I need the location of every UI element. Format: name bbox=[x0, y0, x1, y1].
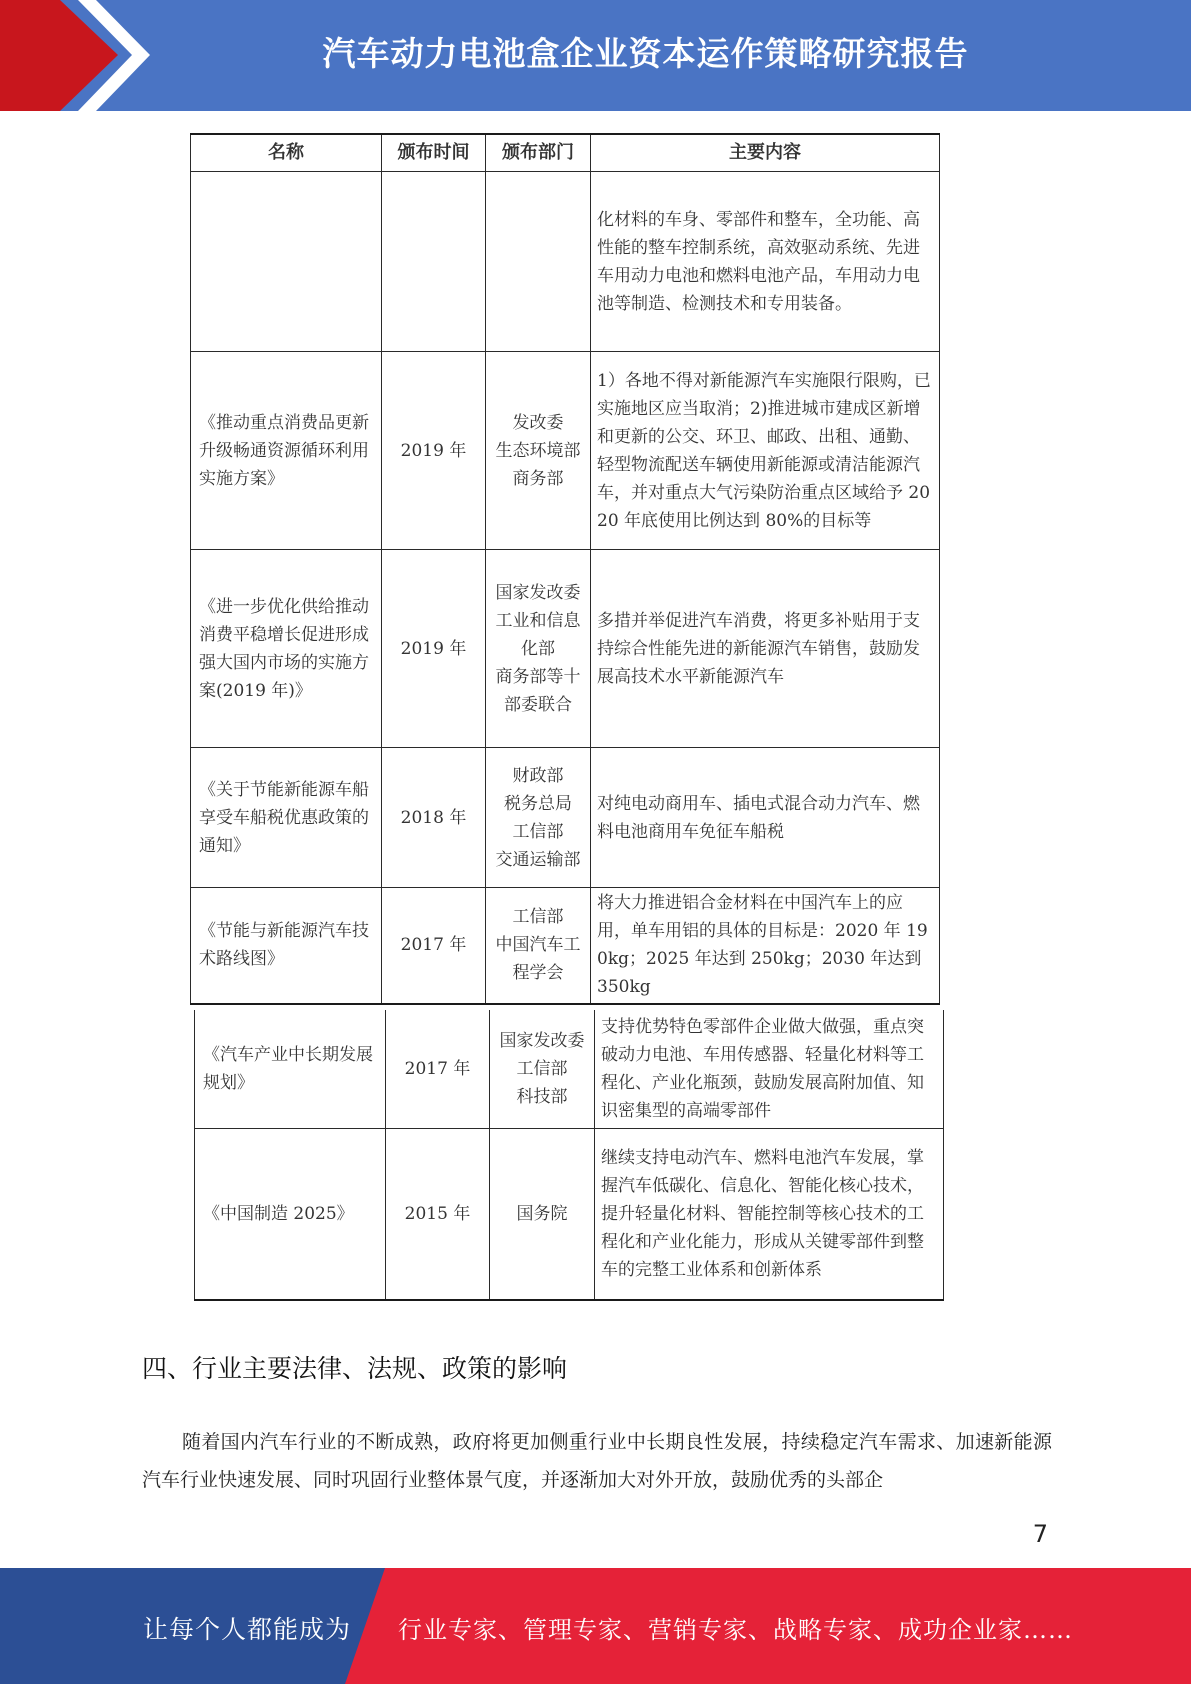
policy-date: 2018 年 bbox=[382, 748, 486, 888]
policy-dept: 发改委 生态环境部 商务部 bbox=[486, 352, 591, 550]
section-heading: 四、行业主要法律、法规、政策的影响 bbox=[142, 1354, 568, 1383]
policy-name: 《节能与新能源汽车技术路线图》 bbox=[191, 888, 382, 1004]
policy-dept: 国家发改委 工信部 科技部 bbox=[490, 1010, 595, 1128]
policy-dept: 国务院 bbox=[490, 1128, 595, 1300]
policy-table-part-1 bbox=[190, 133, 940, 1005]
page-number: 7 bbox=[1032, 1520, 1048, 1548]
footer-slogan-right: 行业专家、管理专家、营销专家、战略专家、成功企业家…… bbox=[398, 1616, 1073, 1644]
policy-name: 《汽车产业中长期发展规划》 bbox=[195, 1010, 386, 1128]
policy-dept: 工信部 中国汽车工程学会 bbox=[486, 888, 591, 1004]
footer-slogan-left: 让每个人都能成为 bbox=[143, 1615, 352, 1644]
table-row bbox=[191, 352, 940, 550]
column-header-dept: 颁布部门 bbox=[486, 134, 591, 172]
policy-content: 继续支持电动汽车、燃料电池汽车发展，掌握汽车低碳化、信息化、智能化核心技术，提升轻量化材料、智能控制等核心技术的工程化和产业化能力，形成从关键零部件到整车的完整工业体系和创新体系 bbox=[595, 1128, 944, 1300]
table-row bbox=[195, 1010, 944, 1128]
policy-name: 《进一步优化供给推动消费平稳增长促进形成强大国内市场的实施方案(2019 年)》 bbox=[191, 550, 382, 748]
policy-content: 1）各地不得对新能源汽车实施限行限购，已实施地区应当取消；2)推进城市建成区新增和更新的公交、环卫、邮政、出租、通勤、轻型物流配送车辆使用新能源或清洁能源汽车，并对重点大气污染防治重点区域给予 2020 年底使用比例达到 80%的目标等 bbox=[591, 352, 940, 550]
policy-name bbox=[191, 172, 382, 352]
policy-date: 2019 年 bbox=[382, 352, 486, 550]
report-title: 汽车动力电池盒企业资本运作策略研究报告 bbox=[322, 34, 969, 73]
table-row bbox=[191, 550, 940, 748]
table-row bbox=[195, 1128, 944, 1300]
body-paragraph: 随着国内汽车行业的不断成熟，政府将更加侧重行业中长期良性发展，持续稳定汽车需求、加速新能源汽车行业快速发展、同时巩固行业整体景气度，并逐渐加大对外开放，鼓励优秀的头部企 bbox=[142, 1431, 1052, 1491]
column-header-date: 颁布时间 bbox=[382, 134, 486, 172]
policy-name: 《关于节能新能源车船享受车船税优惠政策的通知》 bbox=[191, 748, 382, 888]
policy-content: 支持优势特色零部件企业做大做强，重点突破动力电池、车用传感器、轻量化材料等工程化、产业化瓶颈，鼓励发展高附加值、知识密集型的高端零部件 bbox=[595, 1010, 944, 1128]
policy-content: 多措并举促进汽车消费，将更多补贴用于支持综合性能先进的新能源汽车销售，鼓励发展高技术水平新能源汽车 bbox=[591, 550, 940, 748]
policy-date: 2017 年 bbox=[386, 1010, 490, 1128]
column-header-name: 名称 bbox=[191, 134, 382, 172]
policy-table-part-2 bbox=[194, 1010, 944, 1301]
policy-dept: 财政部 税务总局 工信部 交通运输部 bbox=[486, 748, 591, 888]
policy-date bbox=[382, 172, 486, 352]
policy-content: 对纯电动商用车、插电式混合动力汽车、燃料电池商用车免征车船税 bbox=[591, 748, 940, 888]
column-header-content: 主要内容 bbox=[591, 134, 940, 172]
table-header-row bbox=[191, 134, 940, 172]
table-row bbox=[191, 888, 940, 1004]
policy-name: 《中国制造 2025》 bbox=[195, 1128, 386, 1300]
policy-date: 2017 年 bbox=[382, 888, 486, 1004]
table-row bbox=[191, 172, 940, 352]
policy-name: 《推动重点消费品更新升级畅通资源循环利用实施方案》 bbox=[191, 352, 382, 550]
table-row bbox=[191, 748, 940, 888]
header-arrow-decoration bbox=[0, 0, 160, 111]
policy-dept bbox=[486, 172, 591, 352]
policy-content: 化材料的车身、零部件和整车，全功能、高性能的整车控制系统，高效驱动系统、先进车用动力电池和燃料电池产品，车用动力电池等制造、检测技术和专用装备。 bbox=[591, 172, 940, 352]
policy-date: 2019 年 bbox=[382, 550, 486, 748]
page-footer bbox=[0, 1568, 1191, 1684]
policy-dept: 国家发改委 工业和信息化部 商务部等十部委联合 bbox=[486, 550, 591, 748]
policy-content: 将大力推进铝合金材料在中国汽车上的应用，单车用铝的具体的目标是：2020 年 190kg；2025 年达到 250kg；2030 年达到 350kg bbox=[591, 888, 940, 1004]
page-header bbox=[0, 0, 1191, 111]
policy-date: 2015 年 bbox=[386, 1128, 490, 1300]
